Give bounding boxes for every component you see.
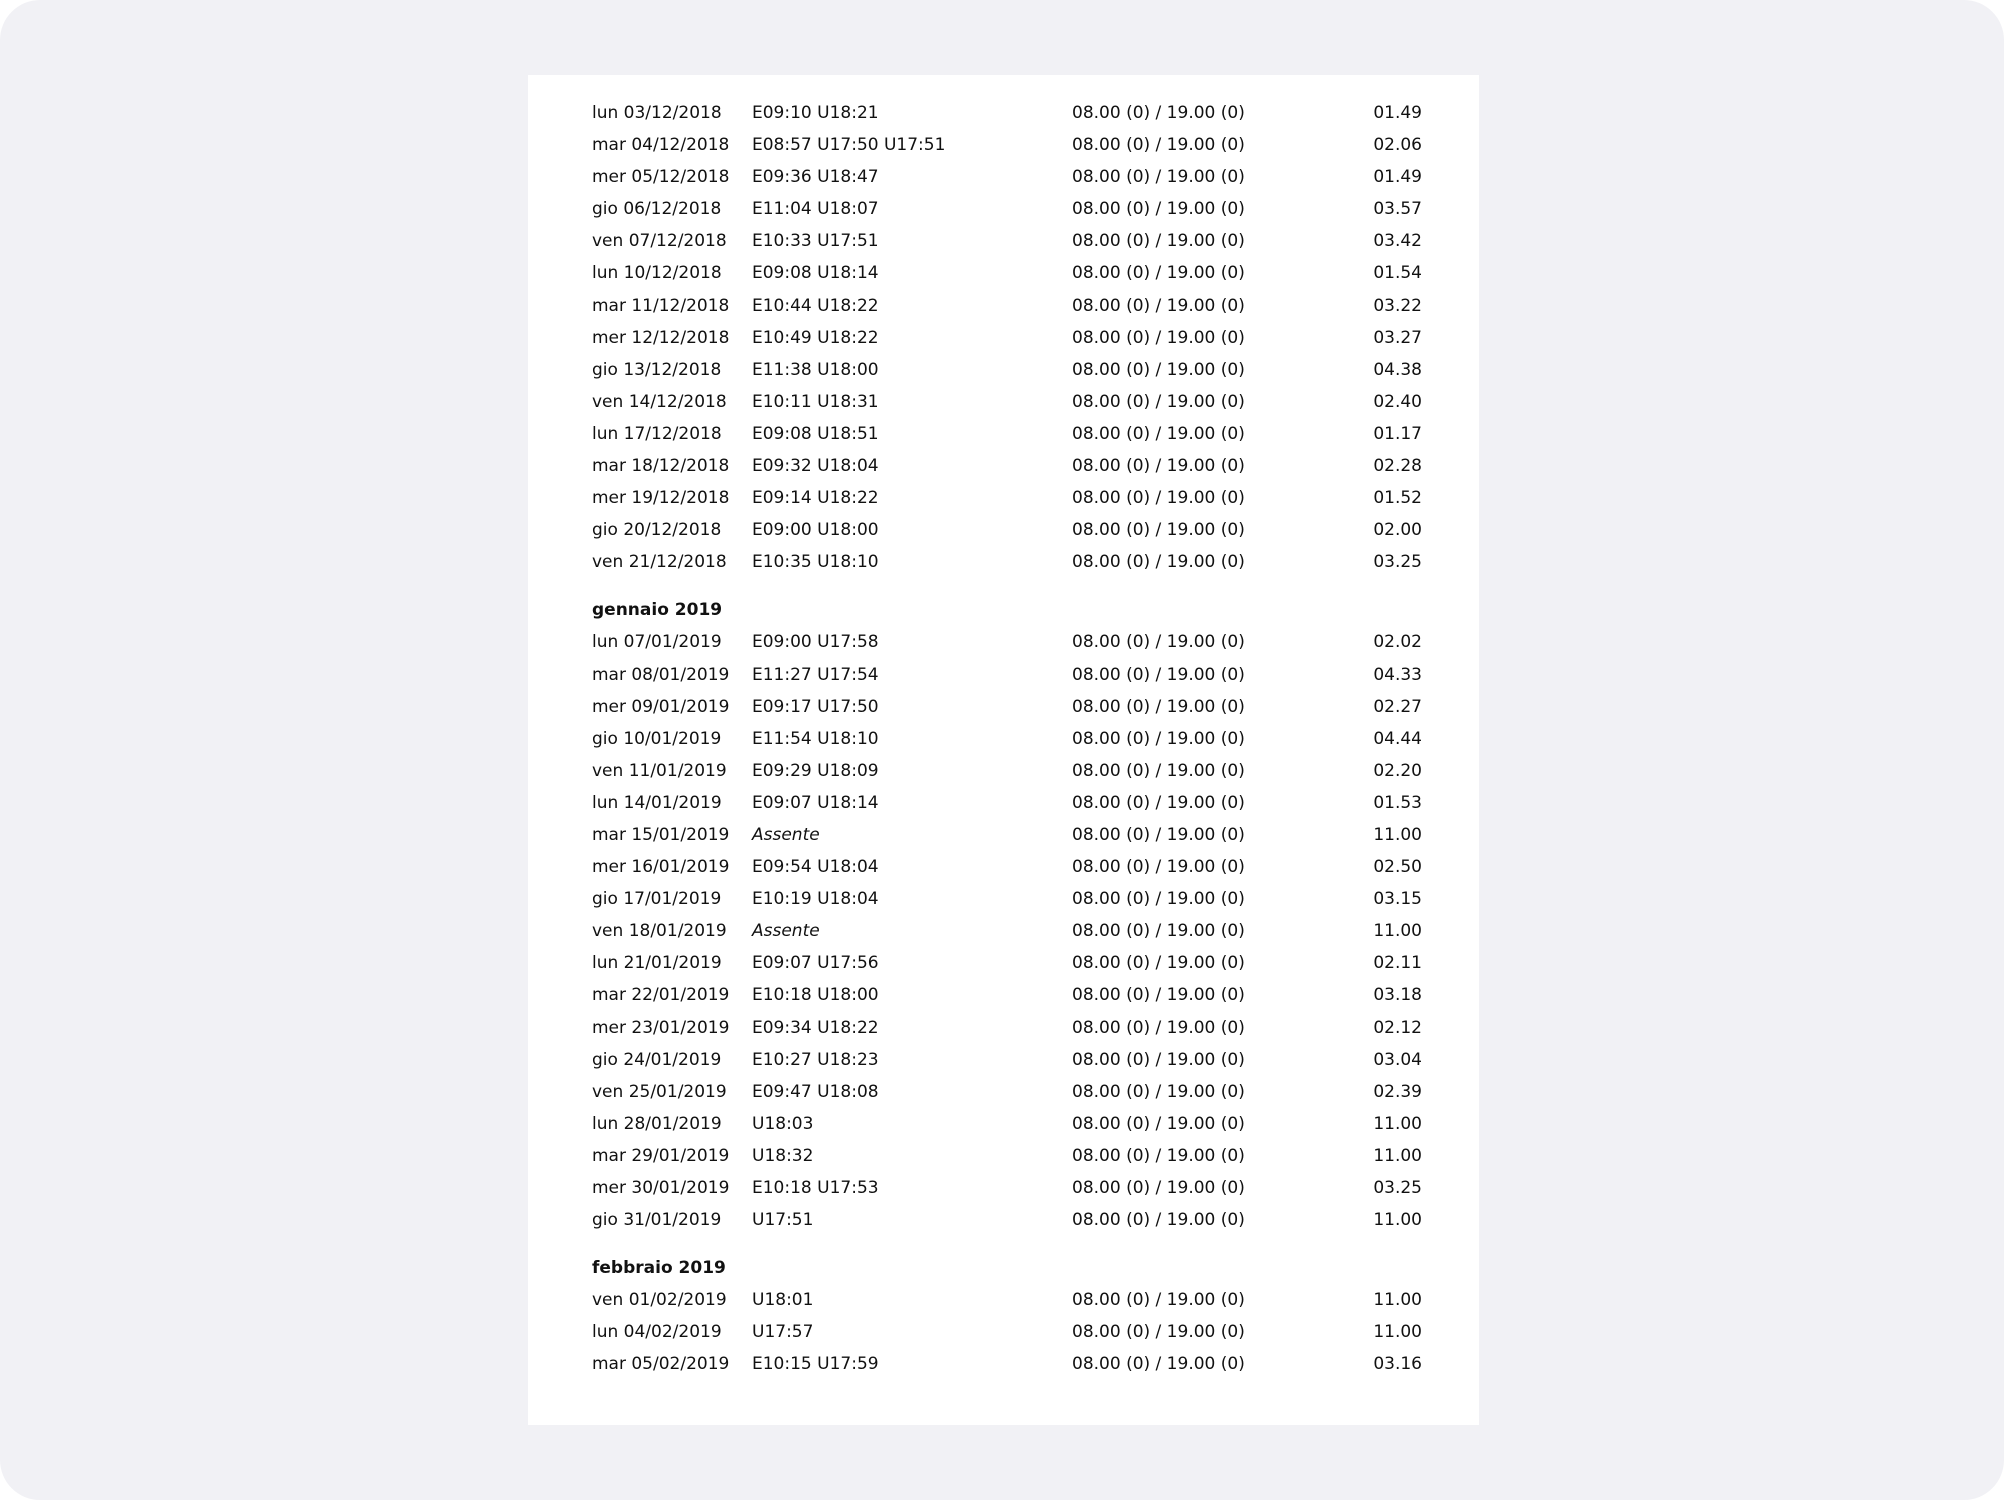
schedule-cell: 08.00 (0) / 19.00 (0) — [1072, 231, 1245, 252]
date-cell: mar 08/01/2019 — [592, 664, 730, 685]
date-cell: lun 28/01/2019 — [592, 1113, 722, 1134]
table-row — [592, 1348, 1422, 1380]
schedule-cell: 08.00 (0) / 19.00 (0) — [1072, 1113, 1245, 1134]
date-cell: mer 05/12/2018 — [592, 167, 730, 188]
date-cell: ven 11/01/2019 — [592, 760, 727, 781]
schedule-cell: 08.00 (0) / 19.00 (0) — [1072, 889, 1245, 910]
total-cell: 11.00 — [1373, 1145, 1422, 1166]
total-cell: 03.16 — [1373, 1354, 1422, 1375]
schedule-cell: 08.00 (0) / 19.00 (0) — [1072, 632, 1245, 653]
table-row — [592, 915, 1422, 947]
schedule-cell: 08.00 (0) / 19.00 (0) — [1072, 1049, 1245, 1070]
total-cell: 03.27 — [1373, 327, 1422, 348]
punch-times-cell: E10:27 U18:23 — [752, 1049, 879, 1070]
table-row — [592, 546, 1422, 578]
table-row — [592, 225, 1422, 257]
table-row — [592, 1076, 1422, 1108]
date-cell: mar 15/01/2019 — [592, 824, 730, 845]
date-cell: lun 17/12/2018 — [592, 423, 722, 444]
date-cell: ven 25/01/2019 — [592, 1081, 727, 1102]
punch-times-cell: E09:32 U18:04 — [752, 456, 879, 477]
total-cell: 03.42 — [1373, 231, 1422, 252]
date-cell: mer 23/01/2019 — [592, 1017, 730, 1038]
table-row — [592, 979, 1422, 1011]
date-cell: mer 12/12/2018 — [592, 327, 730, 348]
table-row — [592, 1108, 1422, 1140]
punch-times-cell: E09:07 U17:56 — [752, 953, 879, 974]
date-cell: ven 18/01/2019 — [592, 921, 727, 942]
schedule-cell: 08.00 (0) / 19.00 (0) — [1072, 921, 1245, 942]
table-row — [592, 1140, 1422, 1172]
table-row — [592, 482, 1422, 514]
date-cell: mer 19/12/2018 — [592, 488, 730, 509]
schedule-cell: 08.00 (0) / 19.00 (0) — [1072, 423, 1245, 444]
schedule-cell: 08.00 (0) / 19.00 (0) — [1072, 167, 1245, 188]
table-row — [592, 626, 1422, 658]
date-cell: mar 05/02/2019 — [592, 1354, 730, 1375]
total-cell: 02.28 — [1373, 456, 1422, 477]
total-cell: 03.15 — [1373, 889, 1422, 910]
total-cell: 04.33 — [1373, 664, 1422, 685]
total-cell: 03.57 — [1373, 199, 1422, 220]
attendance-table — [592, 97, 1422, 1380]
punch-times-cell: E10:18 U17:53 — [752, 1178, 879, 1198]
punch-times-cell: U18:01 — [752, 1290, 814, 1311]
schedule-cell: 08.00 (0) / 19.00 (0) — [1072, 263, 1245, 284]
table-row — [592, 1316, 1422, 1348]
table-row — [592, 691, 1422, 723]
punch-times-cell: E09:34 U18:22 — [752, 1017, 879, 1038]
date-cell: lun 14/01/2019 — [592, 792, 722, 813]
month-heading: gennaio 2019 — [592, 600, 723, 621]
total-cell: 02.12 — [1373, 1017, 1422, 1038]
punch-times-cell: U17:57 — [752, 1322, 814, 1343]
punch-times-cell: E09:54 U18:04 — [752, 857, 879, 878]
punch-times-cell: E10:18 U18:00 — [752, 985, 879, 1006]
table-row — [592, 947, 1422, 979]
total-cell: 02.50 — [1373, 857, 1422, 878]
table-row — [592, 290, 1422, 322]
punch-times-cell: E09:10 U18:21 — [752, 103, 879, 123]
punch-times-cell: E10:35 U18:10 — [752, 552, 879, 573]
date-cell: ven 14/12/2018 — [592, 391, 727, 412]
punch-times-cell: E09:14 U18:22 — [752, 488, 879, 509]
table-row — [592, 193, 1422, 225]
schedule-cell: 08.00 (0) / 19.00 (0) — [1072, 488, 1245, 509]
total-cell: 11.00 — [1373, 824, 1422, 845]
total-cell: 02.40 — [1373, 391, 1422, 412]
date-cell: gio 17/01/2019 — [592, 889, 722, 910]
total-cell: 11.00 — [1373, 921, 1422, 942]
total-cell: 01.49 — [1373, 167, 1422, 188]
date-cell: mer 16/01/2019 — [592, 857, 730, 878]
total-cell: 02.00 — [1373, 520, 1422, 541]
table-row — [592, 97, 1422, 129]
document-page — [528, 75, 1479, 1425]
total-cell: 02.02 — [1373, 632, 1422, 653]
total-cell: 01.49 — [1373, 103, 1422, 123]
punch-times-cell: U18:03 — [752, 1113, 814, 1134]
date-cell: mar 29/01/2019 — [592, 1145, 730, 1166]
punch-times-cell: E09:36 U18:47 — [752, 167, 879, 188]
date-cell: gio 13/12/2018 — [592, 359, 722, 380]
date-cell: lun 04/02/2019 — [592, 1322, 722, 1343]
table-row — [592, 322, 1422, 354]
punch-times-cell: E09:08 U18:51 — [752, 423, 879, 444]
total-cell: 01.17 — [1373, 423, 1422, 444]
total-cell: 11.00 — [1373, 1113, 1422, 1134]
table-row — [592, 1284, 1422, 1316]
total-cell: 03.22 — [1373, 295, 1422, 316]
date-cell: mar 04/12/2018 — [592, 135, 730, 156]
punch-times-cell: E08:57 U17:50 U17:51 — [752, 135, 946, 156]
schedule-cell: 08.00 (0) / 19.00 (0) — [1072, 728, 1245, 749]
date-cell: mar 22/01/2019 — [592, 985, 730, 1006]
schedule-cell: 08.00 (0) / 19.00 (0) — [1072, 199, 1245, 220]
table-row — [592, 1012, 1422, 1044]
punch-times-cell: E11:27 U17:54 — [752, 664, 879, 685]
total-cell: 11.00 — [1373, 1322, 1422, 1343]
total-cell: 01.53 — [1373, 792, 1422, 813]
schedule-cell: 08.00 (0) / 19.00 (0) — [1072, 857, 1245, 878]
schedule-cell: 08.00 (0) / 19.00 (0) — [1072, 1145, 1245, 1166]
table-row — [592, 1172, 1422, 1204]
table-row — [592, 755, 1422, 787]
punch-times-cell: U17:51 — [752, 1210, 814, 1231]
schedule-cell: 08.00 (0) / 19.00 (0) — [1072, 985, 1245, 1006]
schedule-cell: 08.00 (0) / 19.00 (0) — [1072, 824, 1245, 845]
month-heading: febbraio 2019 — [592, 1258, 726, 1279]
table-row — [592, 386, 1422, 418]
table-row — [592, 883, 1422, 915]
punch-times-cell: E10:19 U18:04 — [752, 889, 879, 910]
total-cell: 03.04 — [1373, 1049, 1422, 1070]
schedule-cell: 08.00 (0) / 19.00 (0) — [1072, 552, 1245, 573]
table-row — [592, 851, 1422, 883]
date-cell: lun 03/12/2018 — [592, 103, 722, 123]
punch-times-cell: Assente — [752, 921, 820, 942]
schedule-cell: 08.00 (0) / 19.00 (0) — [1072, 1081, 1245, 1102]
schedule-cell: 08.00 (0) / 19.00 (0) — [1072, 1017, 1245, 1038]
schedule-cell: 08.00 (0) / 19.00 (0) — [1072, 1290, 1245, 1311]
date-cell: gio 24/01/2019 — [592, 1049, 722, 1070]
date-cell: lun 21/01/2019 — [592, 953, 722, 974]
date-cell: gio 06/12/2018 — [592, 199, 722, 220]
date-cell: ven 01/02/2019 — [592, 1290, 727, 1311]
date-cell: mar 11/12/2018 — [592, 295, 730, 316]
total-cell: 03.18 — [1373, 985, 1422, 1006]
punch-times-cell: E11:54 U18:10 — [752, 728, 879, 749]
punch-times-cell: E10:44 U18:22 — [752, 295, 879, 316]
punch-times-cell: E09:47 U18:08 — [752, 1081, 879, 1102]
total-cell: 02.39 — [1373, 1081, 1422, 1102]
punch-times-cell: E09:00 U17:58 — [752, 632, 879, 653]
table-row — [592, 659, 1422, 691]
schedule-cell: 08.00 (0) / 19.00 (0) — [1072, 520, 1245, 541]
schedule-cell: 08.00 (0) / 19.00 (0) — [1072, 953, 1245, 974]
punch-times-cell: Assente — [752, 824, 820, 845]
date-cell: gio 20/12/2018 — [592, 520, 722, 541]
total-cell: 01.52 — [1373, 488, 1422, 509]
schedule-cell: 08.00 (0) / 19.00 (0) — [1072, 1178, 1245, 1198]
schedule-cell: 08.00 (0) / 19.00 (0) — [1072, 135, 1245, 156]
date-cell: gio 31/01/2019 — [592, 1210, 722, 1231]
table-row — [592, 129, 1422, 161]
table-row — [592, 354, 1422, 386]
punch-times-cell: E09:00 U18:00 — [752, 520, 879, 541]
schedule-cell: 08.00 (0) / 19.00 (0) — [1072, 664, 1245, 685]
table-row — [592, 161, 1422, 193]
date-cell: lun 10/12/2018 — [592, 263, 722, 284]
table-row — [592, 418, 1422, 450]
punch-times-cell: U18:32 — [752, 1145, 814, 1166]
table-row — [592, 514, 1422, 546]
table-row — [592, 1204, 1422, 1236]
punch-times-cell: E10:15 U17:59 — [752, 1354, 879, 1375]
date-cell: mer 30/01/2019 — [592, 1178, 730, 1198]
total-cell: 03.25 — [1373, 552, 1422, 573]
schedule-cell: 08.00 (0) / 19.00 (0) — [1072, 391, 1245, 412]
date-cell: lun 07/01/2019 — [592, 632, 722, 653]
punch-times-cell: E11:04 U18:07 — [752, 199, 879, 220]
total-cell: 04.44 — [1373, 728, 1422, 749]
punch-times-cell: E11:38 U18:00 — [752, 359, 879, 380]
total-cell: 02.27 — [1373, 696, 1422, 717]
total-cell: 01.54 — [1373, 263, 1422, 284]
schedule-cell: 08.00 (0) / 19.00 (0) — [1072, 327, 1245, 348]
punch-times-cell: E09:08 U18:14 — [752, 263, 879, 284]
date-cell: mer 09/01/2019 — [592, 696, 730, 717]
punch-times-cell: E10:33 U17:51 — [752, 231, 879, 252]
table-row — [592, 819, 1422, 851]
date-cell: mar 18/12/2018 — [592, 456, 730, 477]
schedule-cell: 08.00 (0) / 19.00 (0) — [1072, 456, 1245, 477]
table-row — [592, 723, 1422, 755]
punch-times-cell: E09:17 U17:50 — [752, 696, 879, 717]
total-cell: 11.00 — [1373, 1210, 1422, 1231]
schedule-cell: 08.00 (0) / 19.00 (0) — [1072, 359, 1245, 380]
total-cell: 02.11 — [1373, 953, 1422, 974]
table-row — [592, 787, 1422, 819]
punch-times-cell: E10:49 U18:22 — [752, 327, 879, 348]
table-row — [592, 257, 1422, 289]
total-cell: 04.38 — [1373, 359, 1422, 380]
schedule-cell: 08.00 (0) / 19.00 (0) — [1072, 1354, 1245, 1375]
schedule-cell: 08.00 (0) / 19.00 (0) — [1072, 1322, 1245, 1343]
table-row — [592, 1044, 1422, 1076]
table-row — [592, 450, 1422, 482]
schedule-cell: 08.00 (0) / 19.00 (0) — [1072, 103, 1245, 123]
date-cell: ven 21/12/2018 — [592, 552, 727, 573]
total-cell: 03.25 — [1373, 1178, 1422, 1198]
total-cell: 11.00 — [1373, 1290, 1422, 1311]
schedule-cell: 08.00 (0) / 19.00 (0) — [1072, 760, 1245, 781]
punch-times-cell: E09:29 U18:09 — [752, 760, 879, 781]
punch-times-cell: E09:07 U18:14 — [752, 792, 879, 813]
date-cell: ven 07/12/2018 — [592, 231, 727, 252]
total-cell: 02.20 — [1373, 760, 1422, 781]
punch-times-cell: E10:11 U18:31 — [752, 391, 879, 412]
date-cell: gio 10/01/2019 — [592, 728, 722, 749]
schedule-cell: 08.00 (0) / 19.00 (0) — [1072, 792, 1245, 813]
total-cell: 02.06 — [1373, 135, 1422, 156]
schedule-cell: 08.00 (0) / 19.00 (0) — [1072, 295, 1245, 316]
schedule-cell: 08.00 (0) / 19.00 (0) — [1072, 1210, 1245, 1231]
schedule-cell: 08.00 (0) / 19.00 (0) — [1072, 696, 1245, 717]
